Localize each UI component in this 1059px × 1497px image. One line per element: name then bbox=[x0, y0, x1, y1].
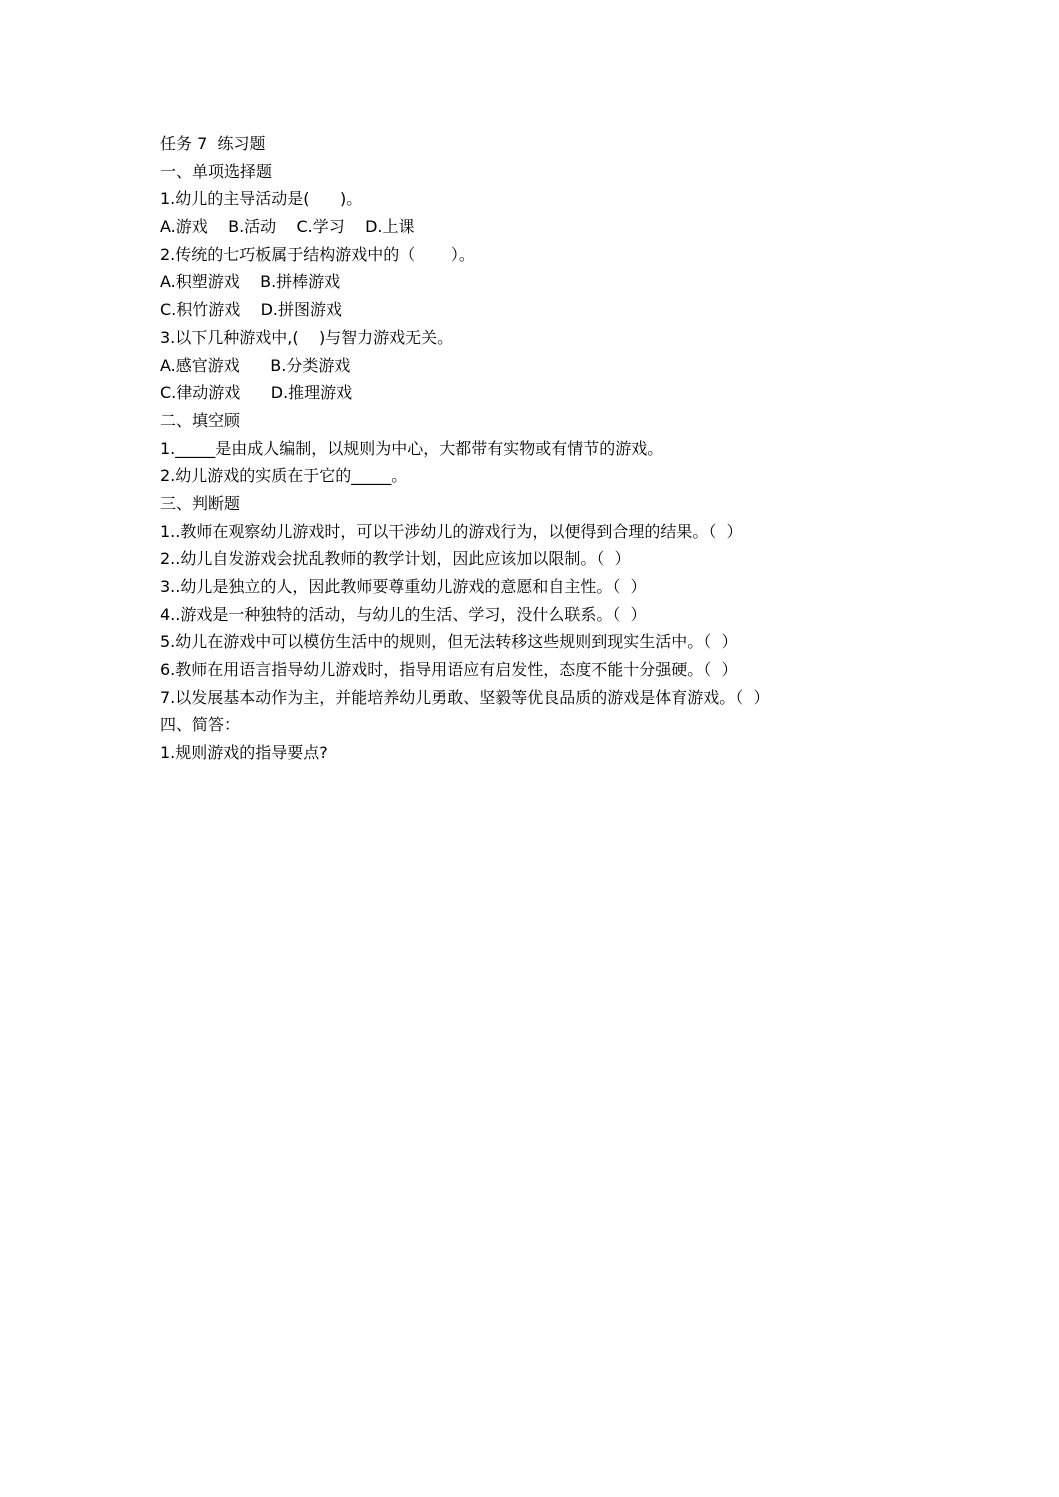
question-line: 6.教师在用语言指导幼儿游戏时，指导用语应有启发性，态度不能十分强硬。（ ） bbox=[160, 660, 738, 680]
question-line: 7.以发展基本动作为主，并能培养幼儿勇敢、坚毅等优良品质的游戏是体育游戏。（ ） bbox=[160, 687, 770, 707]
question-line: 5.幼儿在游戏中可以模仿生活中的规则，但无法转移这些规则到现实生活中。（ ） bbox=[160, 632, 738, 652]
question-line: 2.幼儿游戏的实质在于它的_____。 bbox=[160, 466, 408, 486]
question-line: 1._____是由成人编制，以规则为中心，大都带有实物或有情节的游戏。 bbox=[160, 438, 664, 458]
options-line: C.积竹游戏 D.拼图游戏 bbox=[160, 300, 343, 320]
question-line: 1.幼儿的主导活动是( )。 bbox=[160, 189, 363, 209]
section-heading-fill-in: 二、填空顾 bbox=[160, 410, 241, 430]
question-line: 1.规则游戏的指导要点? bbox=[160, 743, 328, 763]
question-line: 2..幼儿自发游戏会扰乱教师的教学计划，因此应该加以限制。（ ） bbox=[160, 549, 631, 569]
options-line: C.律动游戏 D.推理游戏 bbox=[160, 383, 353, 403]
section-heading-short-answer: 四、简答： bbox=[160, 715, 241, 735]
document-title: 任务 7 练习题 bbox=[160, 134, 266, 153]
options-line: A.感官游戏 B.分类游戏 bbox=[160, 355, 351, 375]
question-line: 1..教师在观察幼儿游戏时，可以干涉幼儿的游戏行为，以便得到合理的结果。（ ） bbox=[160, 521, 743, 541]
question-line: 3.以下几种游戏中,( )与智力游戏无关。 bbox=[160, 327, 454, 347]
document-body bbox=[160, 130, 1020, 767]
section-heading-multiple-choice: 一、单项选择题 bbox=[160, 161, 273, 181]
question-line: 4..游戏是一种独特的活动，与幼儿的生活、学习，没什么联系。（ ） bbox=[160, 604, 647, 624]
question-line: 2.传统的七巧板属于结构游戏中的（ ）。 bbox=[160, 244, 475, 264]
section-heading-true-false: 三、判断题 bbox=[160, 493, 241, 513]
question-line: 3..幼儿是独立的人，因此教师要尊重幼儿游戏的意愿和自主性。（ ） bbox=[160, 577, 647, 596]
options-line: A.积塑游戏 B.拼棒游戏 bbox=[160, 272, 341, 292]
options-line: A.游戏 B.活动 C.学习 D.上课 bbox=[160, 217, 415, 237]
